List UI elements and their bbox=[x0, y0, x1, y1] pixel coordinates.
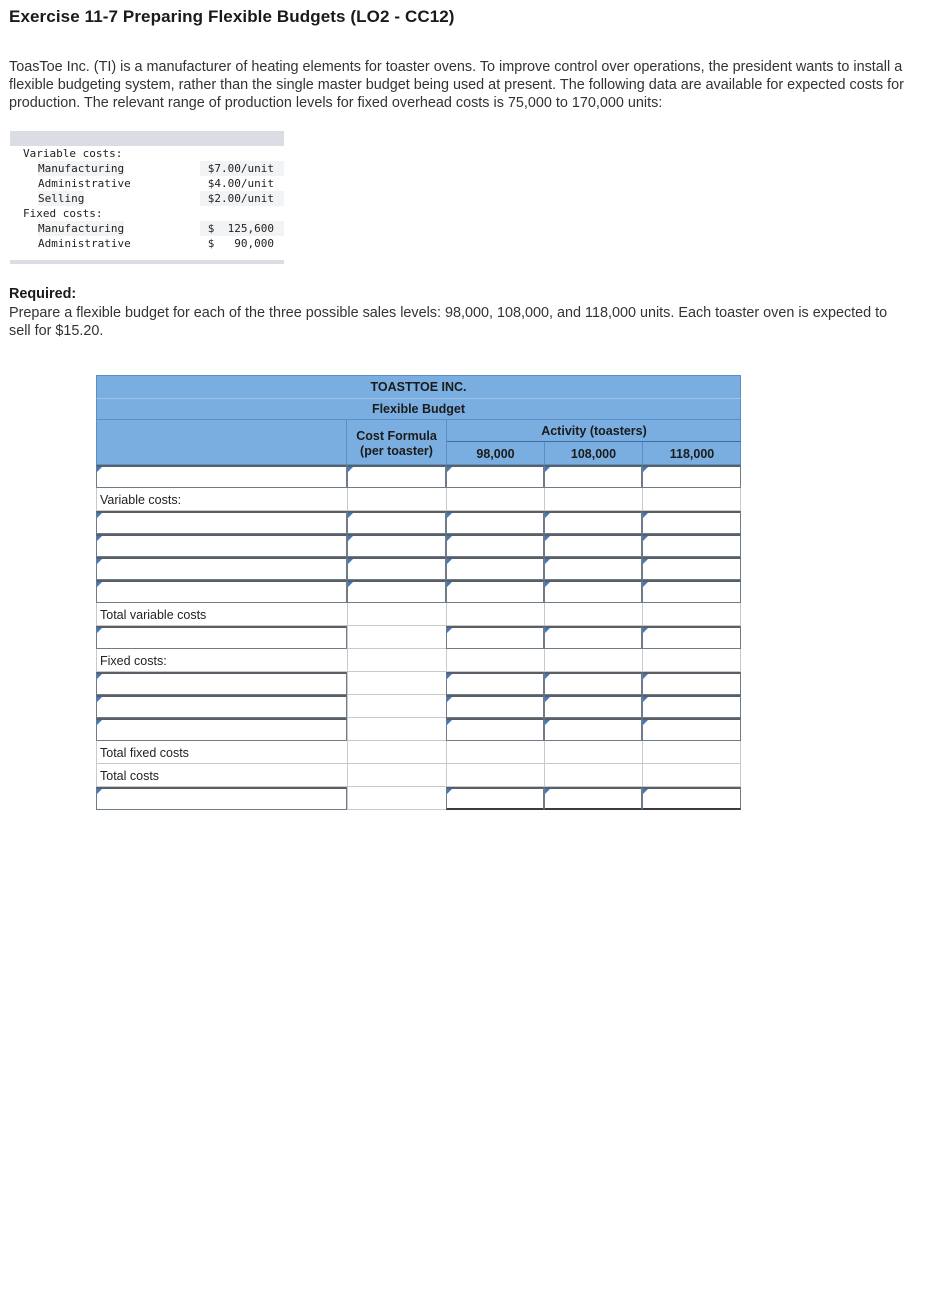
amount-input-108000[interactable] bbox=[544, 580, 642, 603]
total-variable-label-cell bbox=[96, 603, 347, 626]
row-label-input[interactable] bbox=[96, 580, 347, 603]
empty-cell bbox=[544, 764, 642, 787]
row-label-input[interactable] bbox=[96, 465, 347, 488]
amount-input-108000[interactable] bbox=[544, 534, 642, 557]
variable-cost-row bbox=[96, 580, 741, 603]
data-label: Administrative bbox=[38, 237, 131, 250]
amount-input-118000[interactable] bbox=[642, 557, 741, 580]
data-row bbox=[10, 236, 284, 251]
total-costs-row bbox=[96, 764, 741, 787]
total-variable-row bbox=[96, 603, 741, 626]
fixed-cost-row bbox=[96, 672, 741, 695]
row-label-input[interactable] bbox=[96, 511, 347, 534]
amount-input-118000[interactable] bbox=[642, 534, 741, 557]
budget-row-subtotal bbox=[96, 626, 741, 649]
required-heading: Required: bbox=[9, 286, 77, 302]
empty-cell bbox=[347, 603, 446, 626]
empty-cell bbox=[642, 603, 741, 626]
variable-costs-heading: Variable costs: bbox=[23, 147, 123, 160]
empty-cell bbox=[642, 741, 741, 764]
fixed-costs-label-cell bbox=[96, 649, 347, 672]
empty-cell bbox=[446, 603, 544, 626]
amount-input-108000[interactable] bbox=[544, 672, 642, 695]
empty-cell bbox=[347, 741, 446, 764]
empty-cell bbox=[446, 764, 544, 787]
fixed-cost-row bbox=[96, 695, 741, 718]
row-label-input[interactable] bbox=[96, 672, 347, 695]
empty-cell bbox=[347, 626, 446, 649]
data-value: $ 125,600 bbox=[207, 222, 274, 235]
empty-cell bbox=[347, 649, 446, 672]
cost-formula-text: Cost Formula (per toaster) bbox=[356, 429, 437, 458]
flexible-budget-table bbox=[96, 375, 741, 810]
budget-row-final bbox=[96, 787, 741, 810]
amount-input-118000[interactable] bbox=[642, 672, 741, 695]
data-row bbox=[10, 191, 284, 206]
total-fixed-label: Total fixed costs bbox=[100, 746, 189, 760]
total-variable-label: Total variable costs bbox=[100, 608, 207, 622]
amount-input-98000[interactable] bbox=[446, 695, 544, 718]
fixed-costs-heading: Fixed costs: bbox=[23, 207, 103, 220]
formula-input[interactable] bbox=[347, 465, 446, 488]
activity-header: Activity (toasters) bbox=[447, 420, 741, 442]
empty-cell bbox=[544, 649, 642, 672]
row-label-input[interactable] bbox=[96, 626, 347, 649]
amount-input-108000[interactable] bbox=[544, 557, 642, 580]
empty-cell bbox=[347, 695, 446, 718]
amount-input-108000[interactable] bbox=[544, 695, 642, 718]
budget-title: Flexible Budget bbox=[96, 398, 741, 420]
budget-row-variable-heading bbox=[96, 488, 741, 511]
row-label-input[interactable] bbox=[96, 557, 347, 580]
amount-input-118000[interactable] bbox=[642, 465, 741, 488]
empty-cell bbox=[544, 741, 642, 764]
empty-cell bbox=[544, 488, 642, 511]
formula-input[interactable] bbox=[347, 557, 446, 580]
data-label: Administrative bbox=[38, 177, 131, 190]
data-label: Selling bbox=[38, 192, 85, 205]
amount-input-98000[interactable] bbox=[446, 787, 544, 810]
level-header-118000: 118,000 bbox=[669, 447, 715, 461]
data-row-fixed-heading bbox=[10, 206, 284, 221]
amount-input-108000[interactable] bbox=[544, 626, 642, 649]
amount-input-98000[interactable] bbox=[446, 718, 544, 741]
data-value: $7.00/unit bbox=[207, 162, 274, 175]
empty-cell bbox=[347, 718, 446, 741]
empty-cell bbox=[347, 488, 446, 511]
company-name: TOASTTOE INC. bbox=[96, 375, 741, 398]
amount-input-98000[interactable] bbox=[446, 626, 544, 649]
total-costs-label-cell bbox=[96, 764, 347, 787]
row-label-input[interactable] bbox=[96, 695, 347, 718]
empty-cell bbox=[642, 488, 741, 511]
data-value: $2.00/unit bbox=[207, 192, 274, 205]
budget-row-fixed-heading bbox=[96, 649, 741, 672]
empty-cell bbox=[446, 649, 544, 672]
empty-cell bbox=[347, 672, 446, 695]
amount-input-98000[interactable] bbox=[446, 534, 544, 557]
formula-input[interactable] bbox=[347, 511, 446, 534]
variable-cost-row bbox=[96, 511, 741, 534]
cost-formula-header bbox=[347, 420, 447, 464]
amount-input-118000[interactable] bbox=[642, 626, 741, 649]
empty-cell bbox=[446, 488, 544, 511]
amount-input-118000[interactable] bbox=[642, 695, 741, 718]
amount-input-118000[interactable] bbox=[642, 718, 741, 741]
total-costs-label: Total costs bbox=[100, 769, 160, 783]
data-label: Manufacturing bbox=[38, 222, 125, 235]
amount-input-108000[interactable] bbox=[544, 465, 642, 488]
data-label: Manufacturing bbox=[38, 162, 125, 175]
intro-paragraph: ToasToe Inc. (TI) is a manufacturer of heating elements for toaster ovens. To improve control over operations, the president wants to install a flexible budgeting system, rather than the single master budget being used at present. The following data are available for expected costs for production. The relevant range of production levels for fixed overhead costs is 75,000 to 170,000 units: bbox=[9, 59, 904, 111]
fixed-cost-row bbox=[96, 718, 741, 741]
given-data-table bbox=[10, 131, 284, 264]
amount-input-108000[interactable] bbox=[544, 787, 642, 810]
fixed-costs-label: Fixed costs: bbox=[100, 654, 167, 668]
data-value: $4.00/unit bbox=[207, 177, 274, 190]
required-text: Prepare a flexible budget for each of the three possible sales levels: 98,000, 108,000, and 118,000 units. Each toaster oven is expected to sell for $15.20. bbox=[9, 305, 888, 339]
data-row bbox=[10, 161, 284, 176]
amount-input-108000[interactable] bbox=[544, 718, 642, 741]
total-fixed-row bbox=[96, 741, 741, 764]
amount-input-98000[interactable] bbox=[446, 580, 544, 603]
amount-input-98000[interactable] bbox=[446, 672, 544, 695]
level-header-98000: 98,000 bbox=[447, 442, 545, 464]
variable-cost-row bbox=[96, 557, 741, 580]
empty-cell bbox=[642, 764, 741, 787]
amount-input-108000[interactable] bbox=[544, 511, 642, 534]
empty-cell bbox=[347, 764, 446, 787]
exercise-title: Exercise 11-7 Preparing Flexible Budgets (LO2 - CC12) bbox=[9, 7, 455, 26]
data-value: $ 90,000 bbox=[207, 237, 274, 250]
budget-row-1 bbox=[96, 465, 741, 488]
level-header-108000: 108,000 bbox=[545, 442, 643, 464]
row-label-input[interactable] bbox=[96, 718, 347, 741]
total-fixed-label-cell bbox=[96, 741, 347, 764]
formula-input[interactable] bbox=[347, 580, 446, 603]
data-row-variable-heading bbox=[10, 146, 284, 161]
data-row bbox=[10, 176, 284, 191]
empty-cell bbox=[544, 603, 642, 626]
data-row bbox=[10, 221, 284, 236]
amount-input-118000[interactable] bbox=[642, 787, 741, 810]
amount-input-118000[interactable] bbox=[642, 580, 741, 603]
empty-cell bbox=[642, 649, 741, 672]
row-label-input[interactable] bbox=[96, 534, 347, 557]
formula-input[interactable] bbox=[347, 534, 446, 557]
amount-input-98000[interactable] bbox=[446, 557, 544, 580]
variable-costs-label-cell bbox=[96, 488, 347, 511]
header-label-column bbox=[97, 420, 347, 464]
variable-costs-label: Variable costs: bbox=[100, 493, 182, 507]
empty-cell bbox=[446, 741, 544, 764]
amount-input-98000[interactable] bbox=[446, 465, 544, 488]
amount-input-118000[interactable] bbox=[642, 511, 741, 534]
amount-input-98000[interactable] bbox=[446, 511, 544, 534]
budget-header bbox=[96, 420, 741, 465]
variable-cost-row bbox=[96, 534, 741, 557]
row-label-input[interactable] bbox=[96, 787, 347, 810]
empty-cell bbox=[347, 787, 446, 810]
